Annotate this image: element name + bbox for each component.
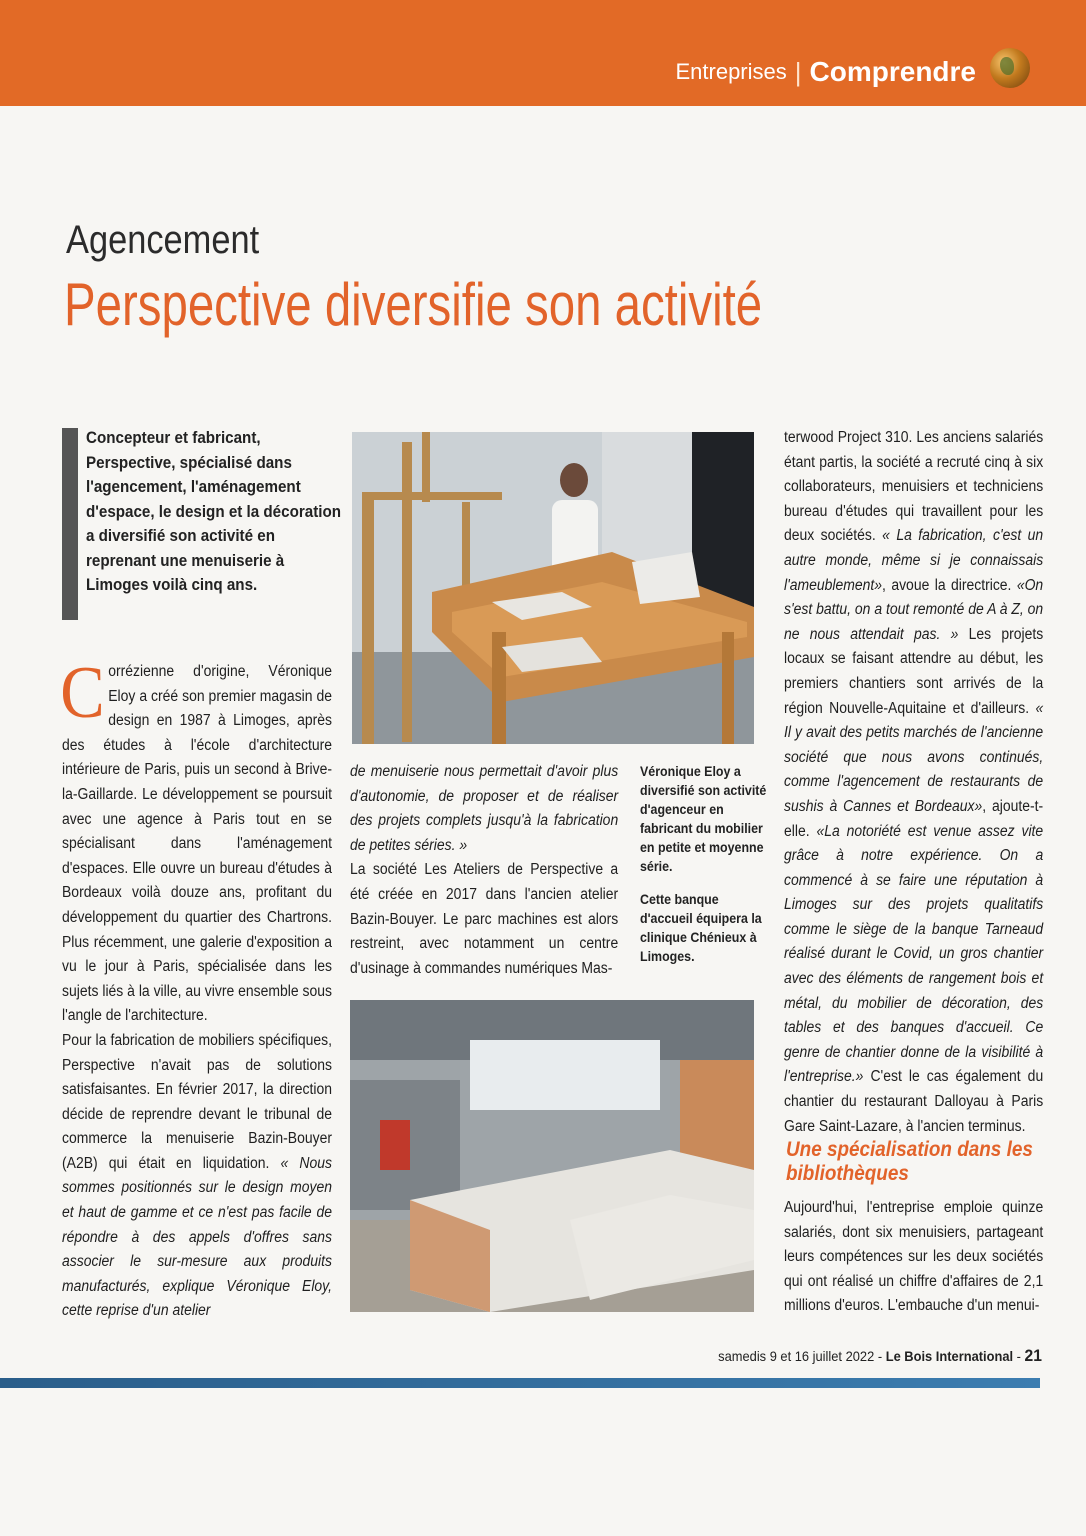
article-kicker: Agencement	[66, 218, 260, 262]
article-column-3-continued	[784, 1196, 1043, 1319]
folio-separator: -	[1013, 1348, 1025, 1364]
section-separator: |	[794, 56, 802, 87]
paragraph-text: , ajoute-t-elle.	[784, 797, 1044, 840]
photo-workshop-desk	[352, 432, 754, 744]
article-column-1	[60, 652, 332, 1324]
paragraph	[350, 858, 618, 981]
photo-reception-counter	[350, 1000, 754, 1312]
paragraph	[350, 760, 618, 858]
quote-text: «On s'est battu, on a tout remonté de A à Z, on ne nous attendait pas. »	[784, 576, 1044, 643]
article-column-3	[784, 426, 1043, 1139]
paragraph-text: Aujourd'hui, l'entreprise emploie quinze salariés, dont six menuisiers, partageant leurs compétences sur les deux sociétés qui ont réalisé un chiffre d'affaires de 2,1 millions d'euros. L'embauche d'un menui-	[784, 1199, 1044, 1315]
page-folio	[718, 1346, 1042, 1366]
quote-text: de menuiserie nous permettait d'avoir plus d'autonomie, de proposer et de réaliser des projets complets jusqu'à la fabrication de petites séries. »	[350, 763, 619, 854]
globe-icon	[990, 48, 1030, 88]
photo-desk-illustration	[352, 432, 754, 744]
quote-text: «La notoriété est venue assez vite grâce à notre expérience. On a commencé à se faire une réputation à Limoges sur des projets qualitatifs comme le siège de la banque Tarneaud réalisé durant le Covid, un gros chantier avec des éléments de rangement bois et métal, du mobilier de décoration, des tables et des banques d'accueil. Ce genre de chantier donne de la visibilité à l'entreprise.»	[784, 822, 1044, 1086]
paragraph	[60, 652, 332, 1029]
intro-bar	[62, 428, 78, 620]
section-subheading: Une spécialisation dans les bibliothèques	[786, 1138, 1033, 1185]
paragraph-text: Pour la fabrication de mobiliers spécifiques, Perspective n'avait pas de solutions satisfaisantes. En février 2017, la direction décide de reprendre devant le tribunal de commerce la menuiserie Bazin-Bouyer (A2B) qui était en liquidation.	[62, 1031, 332, 1172]
drop-cap: C	[60, 652, 105, 734]
paragraph-text: orrézienne d'origine, Véronique Eloy a créé son premier magasin de design en 1987 à Limoges, après des études à l'école d'architecture intérieure de Paris, puis un second à Brive-la-Gaillarde. Le développement se poursuit avec une agence à Paris tout en se spécialisant dans l'aménagement d'espaces. Elle ouvre un bureau d'études à Bordeaux voilà douze ans, profitant du développement du quartier des Chartrons. Plus récemment, une galerie d'exposition a vu le jour à Paris, spécialisée dans les sujets liés à la ville, au vivre ensemble sous l'angle de l'architecture.	[62, 663, 332, 1025]
paragraph	[784, 1196, 1043, 1319]
photo-counter-illustration	[350, 1000, 754, 1312]
publication-name: Le Bois International	[885, 1348, 1014, 1364]
photo-caption-1: Véronique Eloy a diversifié son activité d'agenceur en fabricant du mobilier en petite et moyenne série.	[640, 764, 767, 874]
paragraph-text: C'est le cas également du chantier du restaurant Dalloyau à Paris Gare Saint-Lazare, à l'ancien terminus.	[784, 1068, 1044, 1135]
article-column-2	[350, 760, 618, 981]
page-number: 21	[1024, 1346, 1042, 1365]
paragraph	[784, 426, 1043, 1139]
issue-date: samedis 9 et 16 juillet 2022 -	[718, 1348, 886, 1364]
paragraph-text: Les projets locaux se faisant attendre au début, les premiers chantiers sont arrivés de la région Nouvelle-Aquitaine et d'ailleurs.	[784, 625, 1044, 717]
quote-text: « La fabrication, c'est un autre monde, même si je connaissais l'ameublement»	[784, 527, 1044, 594]
paragraph-text: terwood Project 310. Les anciens salariés étant partis, la société a recruté cinq à six collaborateurs, menuisiers et techniciens bureau d'études qui travaillent pour les deux sociétés.	[784, 429, 1044, 545]
footer-band	[0, 1378, 1040, 1388]
quote-text: « Nous sommes positionnés sur le design moyen et haut de gamme et ce n'est pas facile de répondre à des appels d'offres sans associer le sur-mesure aux produits manufacturés, explique Véronique Eloy, cette reprise d'un atelier	[62, 1154, 332, 1320]
photo-caption-2: Cette banque d'accueil équipera la clinique Chénieux à Limoges.	[640, 892, 762, 964]
paragraph-text: La société Les Ateliers de Perspective a été créée en 2017 dans l'ancien atelier Bazin-Bouyer. Le parc machines est alors restreint, avec notamment un centre d'usinage à commandes numériques Mas-	[350, 861, 619, 977]
paragraph-text: , avoue la directrice.	[882, 576, 1017, 594]
section-label: Entreprises	[675, 59, 787, 84]
article-intro: Concepteur et fabricant, Perspective, spécialisé dans l'agencement, l'aménagement d'espace, le design et la décoration a diversifié son activité en reprenant une menuiserie à Limoges voilà cinq ans.	[86, 429, 342, 594]
article-title: Perspective diversifie son activité	[64, 271, 763, 338]
rubric-label: Comprendre	[809, 56, 976, 87]
quote-text: « Il y avait des petits marchés de l'ancienne société que nous avons continués, comme l'agencement de restaurants de sushis à Cannes et Bordeaux»	[784, 699, 1044, 815]
paragraph	[62, 1029, 332, 1324]
section-header	[675, 52, 1030, 92]
